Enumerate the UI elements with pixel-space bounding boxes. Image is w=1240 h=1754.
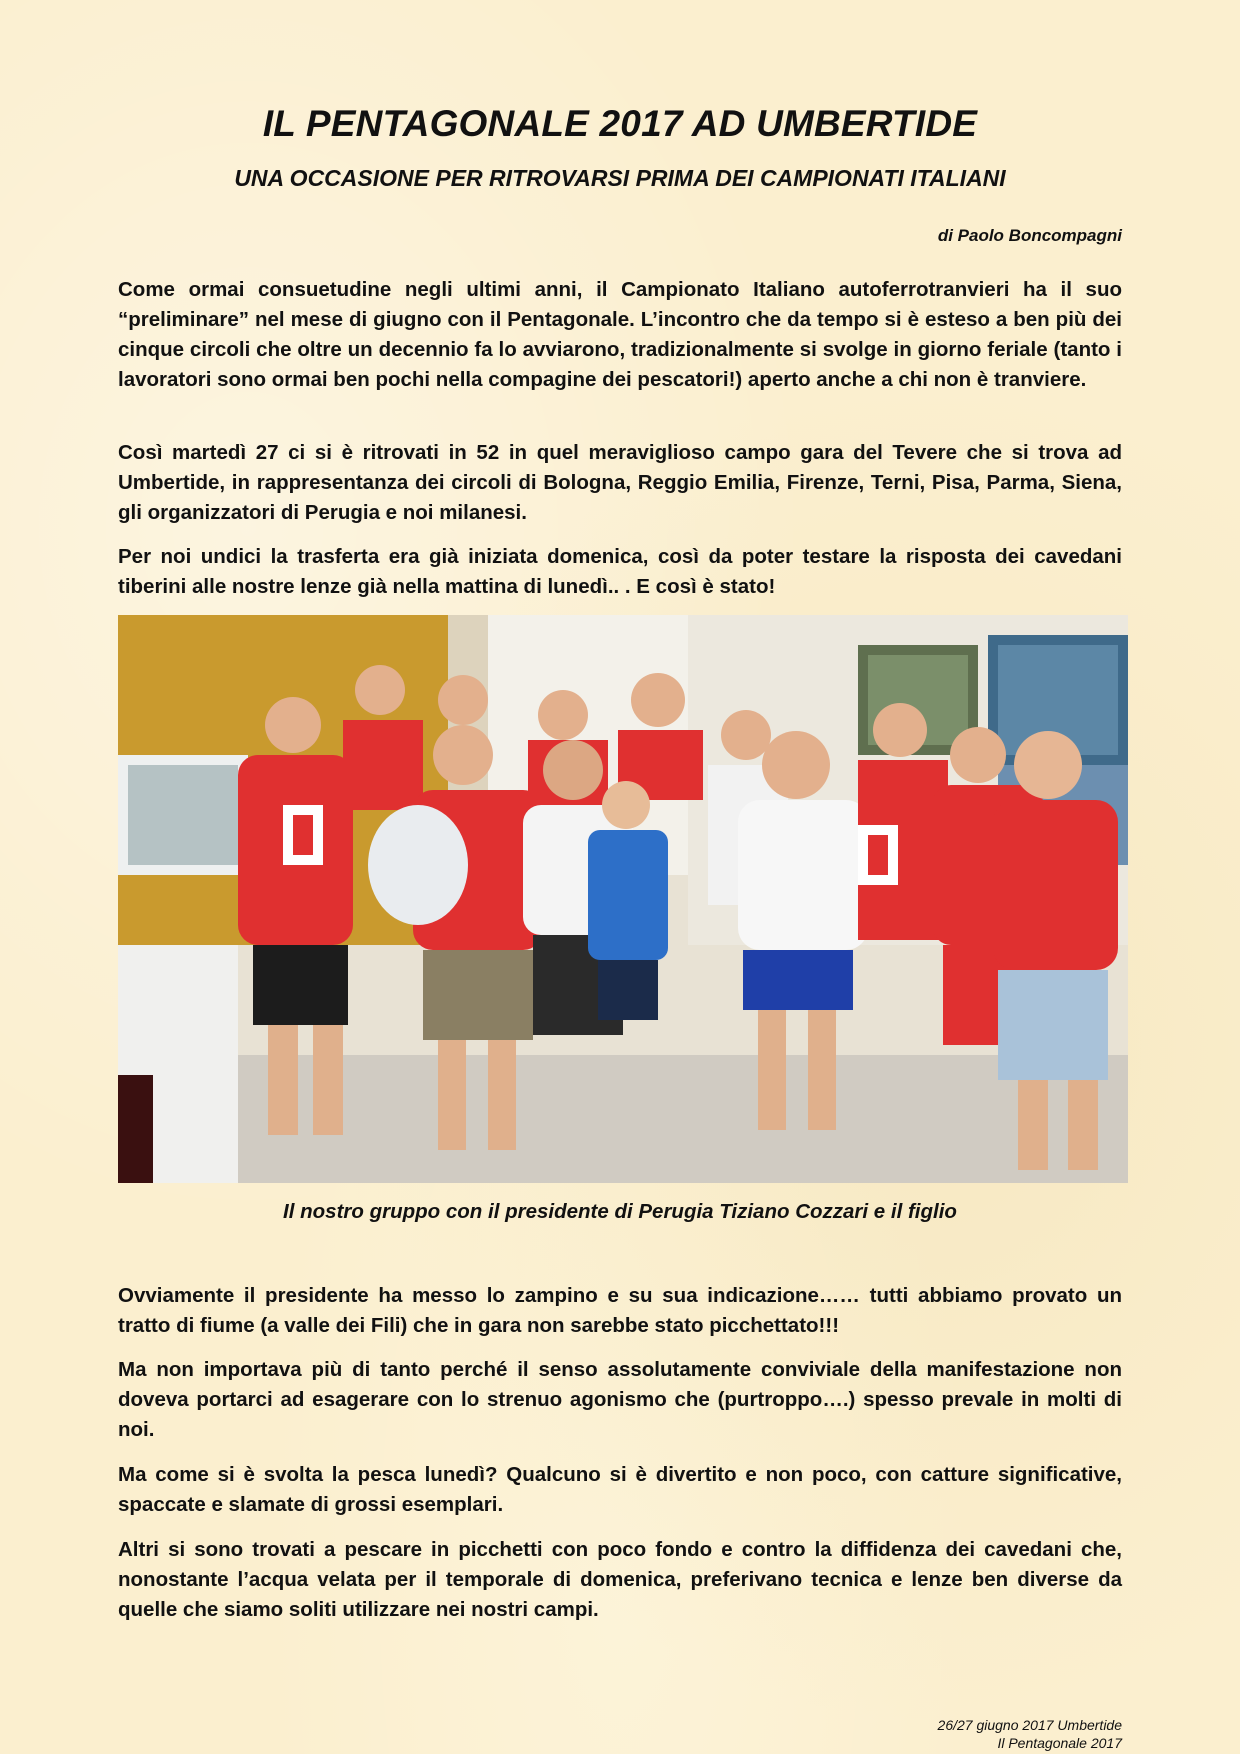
group-photo bbox=[118, 615, 1128, 1183]
paragraph-others: Altri si sono trovati a pescare in picchetti con poco fondo e contro la diffidenza dei cavedani che, nonostante l’acqua velata per il temporale di domenica, preferivano tecnica e lenze ben diverse da quelle che siamo soliti utilizzare nei nostri campi. bbox=[118, 1538, 1122, 1621]
paragraph-conviviality: Ma non importava più di tanto perché il senso assolutamente conviviale della manifestazione non doveva portarci ad esagerare con lo strenuo agonismo che (purtroppo….) spesso prevale in molti di noi. bbox=[118, 1358, 1122, 1441]
paragraph-meeting: Così martedì 27 ci si è ritrovati in 52 in quel meraviglioso campo gara del Tevere che si trova ad Umbertide, in rappresentanza dei circoli di Bologna, Reggio Emilia, Firenze, Terni, Pisa, Parma, Siena, gli organizzatori di Perugia e noi milanesi. bbox=[118, 441, 1122, 524]
article-title: IL PENTAGONALE 2017 AD UMBERTIDE bbox=[262, 103, 978, 144]
paragraph-intro: Come ormai consuetudine negli ultimi anni, il Campionato Italiano autoferrotranvieri ha il suo “preliminare” nel mese di giugno con il Pentagonale. L’incontro che da tempo si è esteso a ben più dei cinque circoli che oltre un decennio fa lo avviarono, tradizionalmente si svolge in giorno feriale (tanto i lavoratori sono ormai ben pochi nella compagine dei pescatori!) aperto anche a chi non è tranviere. bbox=[118, 278, 1122, 391]
paragraph-president: Ovviamente il presidente ha messo lo zampino e su sua indicazione…… tutti abbiamo provato un tratto di fiume (a valle dei Fili) che in gara non sarebbe stato picchettato!!! bbox=[118, 1284, 1122, 1337]
paragraph-fishing: Ma come si è svolta la pesca lunedì? Qualcuno si è divertito e non poco, con catture significative, spaccate e slamate di grossi esemplari. bbox=[118, 1463, 1122, 1516]
article-subtitle: UNA OCCASIONE PER RITROVARSI PRIMA DEI CAMPIONATI ITALIANI bbox=[234, 165, 1006, 191]
article-author: di Paolo Boncompagni bbox=[937, 226, 1122, 245]
footer-event-name: Il Pentagonale 2017 bbox=[997, 1735, 1122, 1751]
page-footer bbox=[938, 1716, 1122, 1752]
paragraph-trip: Per noi undici la trasferta era già iniziata domenica, così da poter testare la risposta dei cavedani tiberini alle nostre lenze già nella mattina di lunedì.. . E così è stato! bbox=[118, 545, 1122, 598]
photo-caption: Il nostro gruppo con il presidente di Perugia Tiziano Cozzari e il figlio bbox=[283, 1200, 957, 1223]
footer-date-location: 26/27 giugno 2017 Umbertide bbox=[937, 1717, 1122, 1733]
